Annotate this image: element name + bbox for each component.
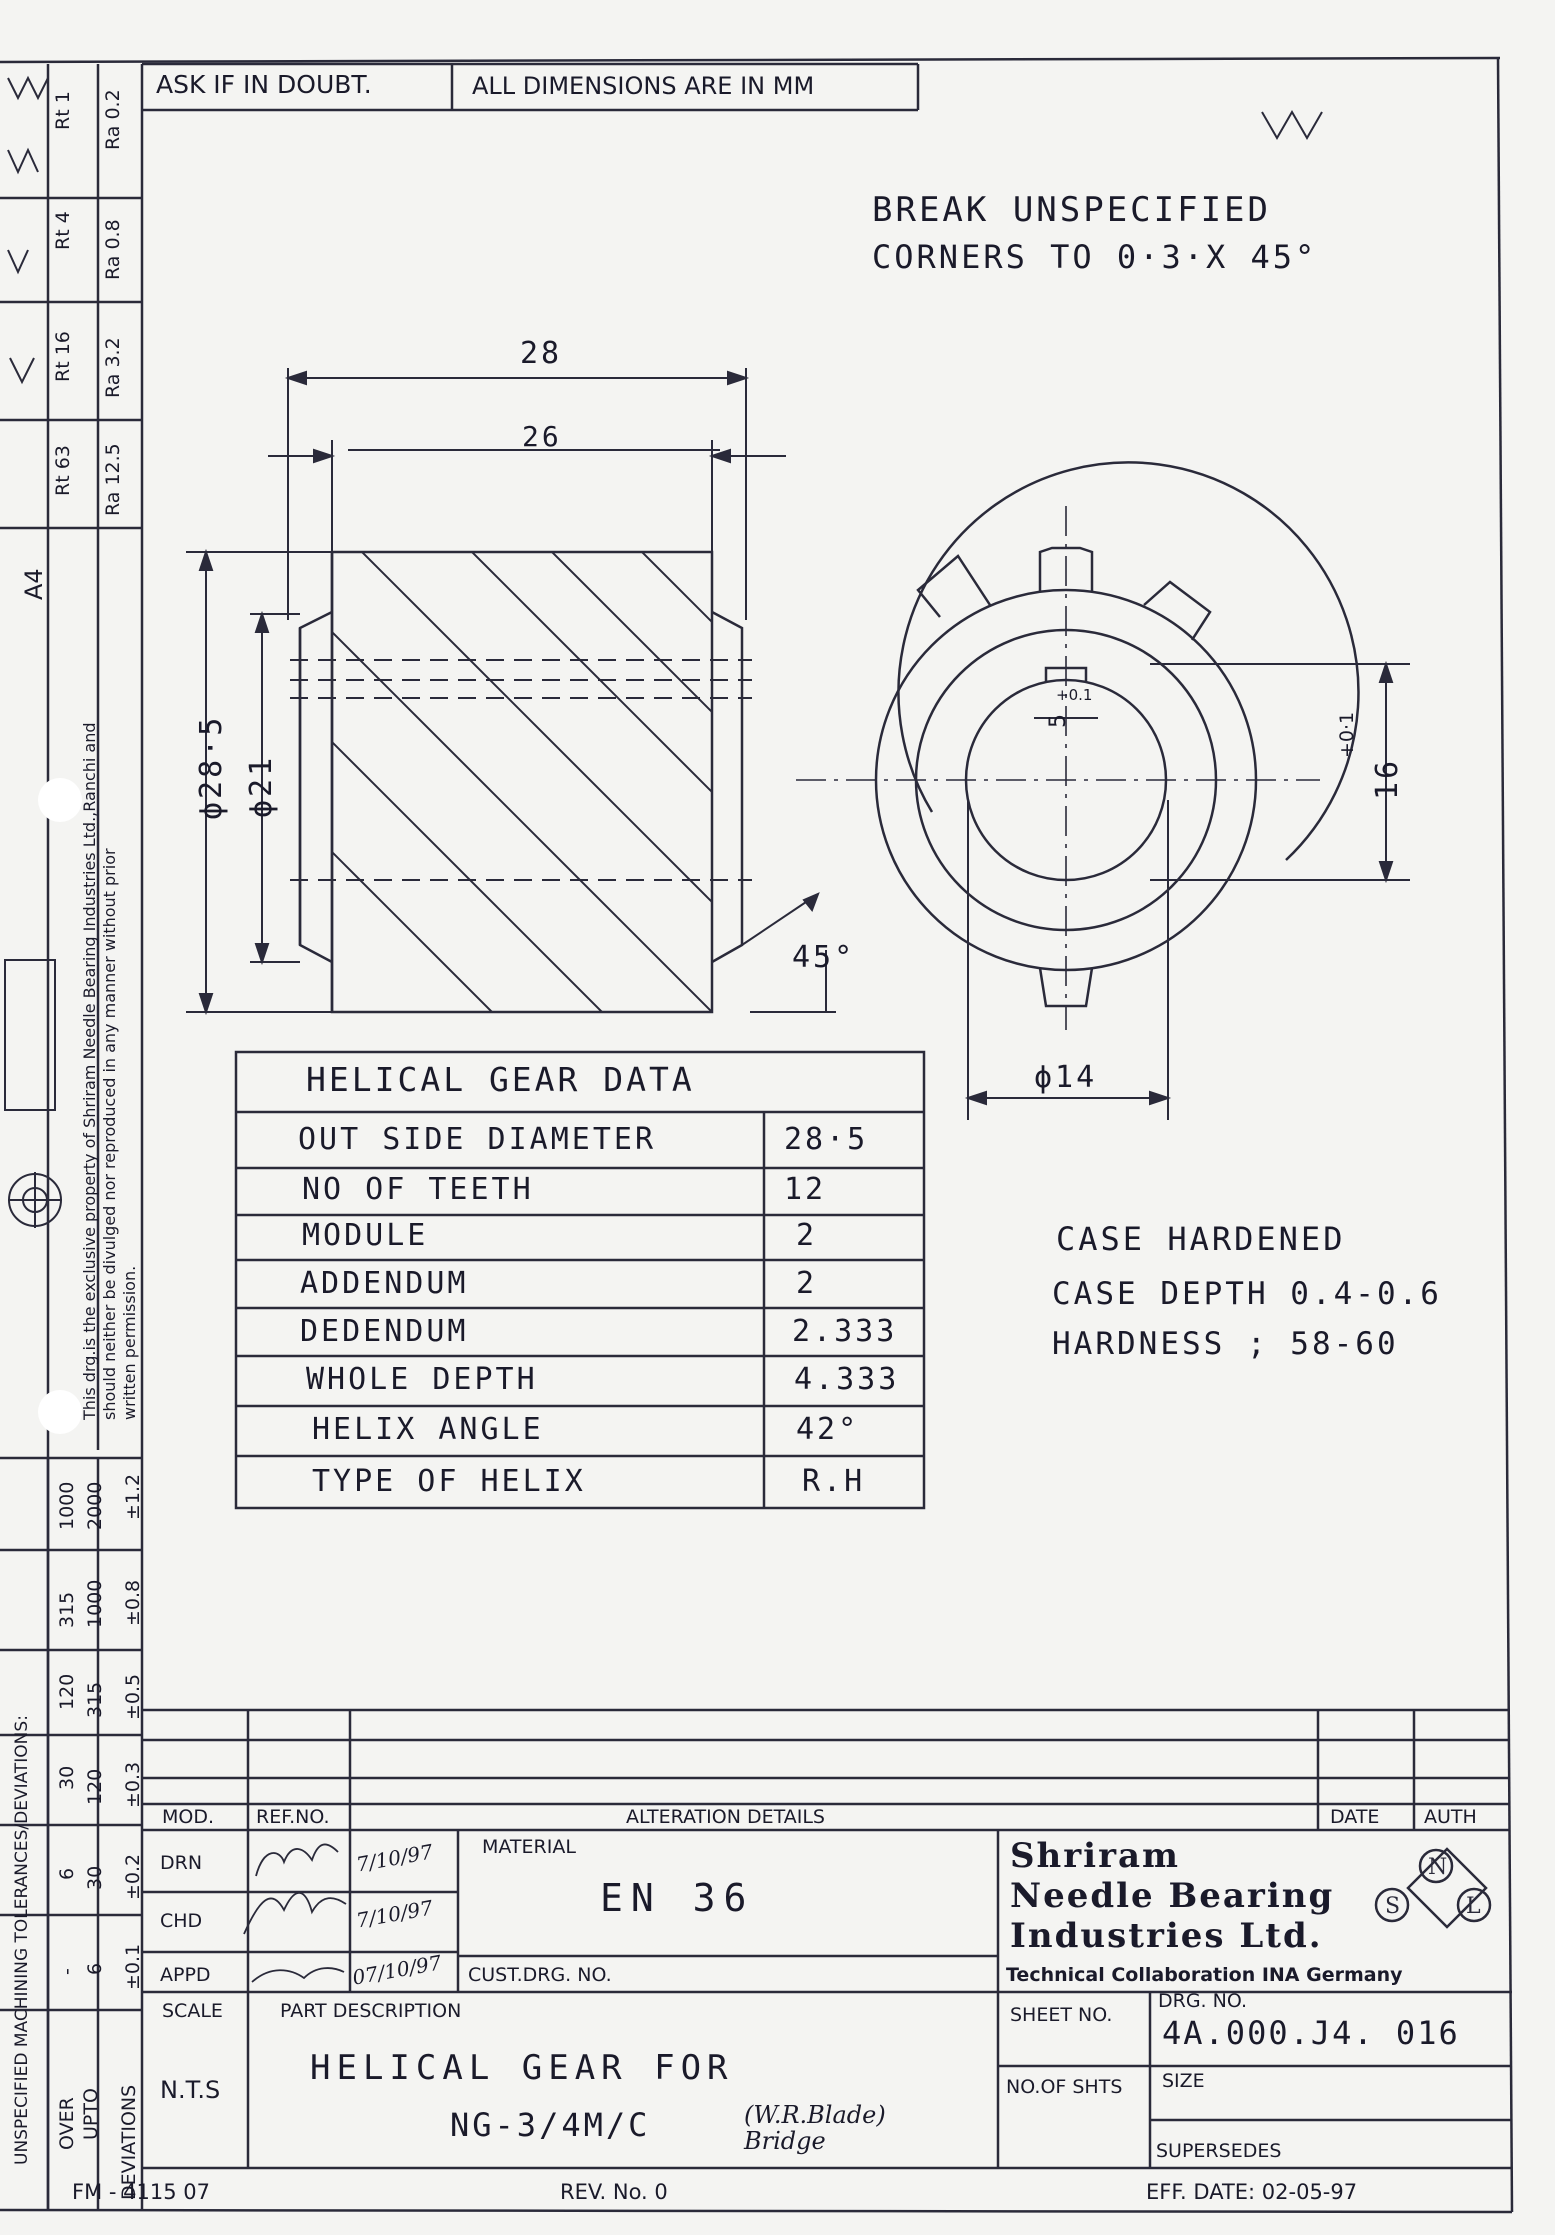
gear-row-label: NO OF TEETH (302, 1172, 534, 1207)
alteration-details-label: ALTERATION DETAILS (626, 1806, 825, 1828)
ra-12-5: Ra 12.5 (102, 443, 124, 516)
tol-upto-2: 120 (84, 1768, 106, 1805)
part-description-line-2: NG-3/4M/C (450, 2106, 651, 2144)
drn-label: DRN (160, 1852, 203, 1874)
gear-row-label: ADDENDUM (300, 1266, 469, 1301)
gear-row-label: TYPE OF HELIX (312, 1464, 586, 1499)
rt-4: Rt 4 (52, 211, 74, 250)
tol-dev-2: ±0.3 (122, 1761, 144, 1808)
upto-label: UPTO (80, 2088, 102, 2140)
gear-data-title: HELICAL GEAR DATA (306, 1060, 695, 1099)
dim-chamfer-angle: 45° (792, 940, 856, 975)
auth-label: AUTH (1424, 1806, 1477, 1828)
cust-drg-no-label: CUST.DRG. NO. (468, 1964, 612, 1986)
ra-3-2: Ra 3.2 (102, 337, 124, 398)
revision-number: REV. No. 0 (560, 2180, 668, 2204)
svg-text:S: S (1385, 1894, 1401, 1919)
drg-no-label: DRG. NO. (1158, 1990, 1248, 2012)
svg-text:N: N (1428, 1855, 1448, 1880)
gear-row-value: 28·5 (784, 1122, 869, 1157)
material-value: EN 36 (600, 1876, 755, 1920)
tol-over-5: 1000 (56, 1481, 78, 1530)
break-corners-line-1: BREAK UNSPECIFIED (872, 190, 1271, 230)
tol-upto-3: 315 (84, 1681, 106, 1718)
ra-0-8: Ra 0.8 (102, 219, 124, 280)
gear-row-value: 12 (784, 1172, 827, 1207)
dim-keyway-depth-tol: +0·1 (1336, 711, 1358, 758)
gear-row-value: 2 (796, 1218, 818, 1253)
tol-upto-5: 2000 (84, 1481, 106, 1530)
svg-text:L: L (1466, 1894, 1481, 1919)
confidentiality-line-1: This drg.is the exclusive property of Shriram Needle Bearing Industries Ltd.,Ranchi and (80, 722, 99, 1420)
tol-dev-4: ±0.8 (122, 1579, 144, 1626)
dim-keyway-depth: 16 (1370, 757, 1405, 800)
size-label: SIZE (1162, 2070, 1205, 2092)
gear-row-label: HELIX ANGLE (312, 1412, 544, 1447)
company-name-line-1: Shriram (1010, 1836, 1181, 1876)
paper-size: A4 (20, 568, 48, 600)
tol-upto-0: 6 (84, 1962, 106, 1975)
mod-label: MOD. (162, 1806, 215, 1828)
collaboration-note: Technical Collaboration INA Germany (1006, 1964, 1403, 1986)
part-description-label: PART DESCRIPTION (280, 2000, 462, 2022)
rt-1: Rt 1 (52, 91, 74, 130)
rt-63: Rt 63 (52, 445, 74, 496)
dim-face-width: 26 (522, 420, 562, 453)
chd-date: 7/10/97 (354, 1895, 435, 1933)
tol-dev-0: ±0.1 (122, 1943, 144, 1990)
gear-row-value: 42° (796, 1412, 860, 1447)
scale-value: N.T.S (160, 2076, 221, 2104)
case-depth: CASE DEPTH 0.4-0.6 (1052, 1276, 1442, 1312)
tol-over-0: - (56, 1968, 78, 1975)
dim-keyway-width-tol: +0.1 (1056, 686, 1093, 704)
form-number: FM - 4115 07 (72, 2180, 210, 2204)
gear-row-label: WHOLE DEPTH (306, 1362, 538, 1397)
chd-label: CHD (160, 1910, 203, 1932)
supersedes-label: SUPERSEDES (1156, 2140, 1282, 2162)
gear-row-label: DEDENDUM (300, 1314, 469, 1349)
tol-over-2: 30 (56, 1765, 78, 1790)
gear-row-value: R.H (802, 1464, 866, 1499)
appd-label: APPD (160, 1964, 211, 1986)
tol-upto-1: 30 (84, 1865, 106, 1890)
confidentiality-line-3: written permission. (120, 1265, 139, 1420)
gear-row-value: 4.333 (794, 1362, 900, 1397)
tol-over-1: 6 (56, 1867, 78, 1880)
appd-date: 07/10/97 (350, 1950, 444, 1990)
tol-dev-5: ±1.2 (122, 1473, 144, 1520)
tolerance-title: UNSPECIFIED MACHINING TOLERANCES/DEVIATIONS: (12, 1715, 32, 2165)
gear-row-value: 2 (796, 1266, 818, 1301)
date-label: DATE (1330, 1806, 1380, 1828)
scale-label: SCALE (162, 2000, 223, 2022)
signatures (244, 1844, 346, 1982)
dim-overall-length: 28 (520, 336, 563, 371)
tol-over-4: 315 (56, 1591, 78, 1628)
ra-0-2: Ra 0.2 (102, 89, 124, 150)
company-name-line-2: Needle Bearing (1010, 1876, 1335, 1916)
ask-if-in-doubt: ASK IF IN DOUBT. (156, 70, 372, 99)
case-hardened: CASE HARDENED (1056, 1220, 1346, 1258)
over-label: OVER (56, 2097, 78, 2150)
drn-date: 7/10/97 (354, 1839, 435, 1877)
gear-row-label: OUT SIDE DIAMETER (298, 1122, 657, 1157)
dim-bore-dia: ϕ14 (1034, 1060, 1098, 1095)
sheet-no-label: SHEET NO. (1010, 2004, 1113, 2026)
ref-no-label: REF.NO. (256, 1806, 330, 1828)
effective-date: EFF. DATE: 02-05-97 (1146, 2180, 1358, 2204)
confidentiality-line-2: should neither be divulged nor reproduced in any manner without prior (100, 848, 119, 1420)
no-of-shts-label: NO.OF SHTS (1006, 2076, 1123, 2098)
material-label: MATERIAL (482, 1836, 576, 1858)
dim-root-dia: ϕ21 (244, 754, 279, 818)
part-description-line-1: HELICAL GEAR FOR (310, 2048, 734, 2088)
part-description-note: (W.R.Blade) Bridge (744, 2101, 886, 2155)
tol-dev-3: ±0.5 (122, 1673, 144, 1720)
company-name-line-3: Industries Ltd. (1010, 1916, 1323, 1956)
gear-row-label: MODULE (302, 1218, 429, 1253)
tol-upto-4: 1000 (84, 1579, 106, 1628)
deviations-label: DEVIATIONS (118, 2084, 140, 2200)
dimensions-note: ALL DIMENSIONS ARE IN MM (472, 72, 815, 100)
hardness: HARDNESS ; 58-60 (1052, 1326, 1399, 1362)
dim-outer-dia: ϕ28·5 (194, 714, 229, 820)
drg-no-value: 4A.000.J4. 016 (1162, 2014, 1460, 2052)
tol-dev-1: ±0.2 (122, 1853, 144, 1900)
dim-keyway-width: 5 (1046, 714, 1071, 728)
break-corners-line-2: CORNERS TO 0·3·X 45° (872, 238, 1318, 276)
rt-16: Rt 16 (52, 331, 74, 382)
gear-row-value: 2.333 (792, 1314, 898, 1349)
tol-over-3: 120 (56, 1673, 78, 1710)
